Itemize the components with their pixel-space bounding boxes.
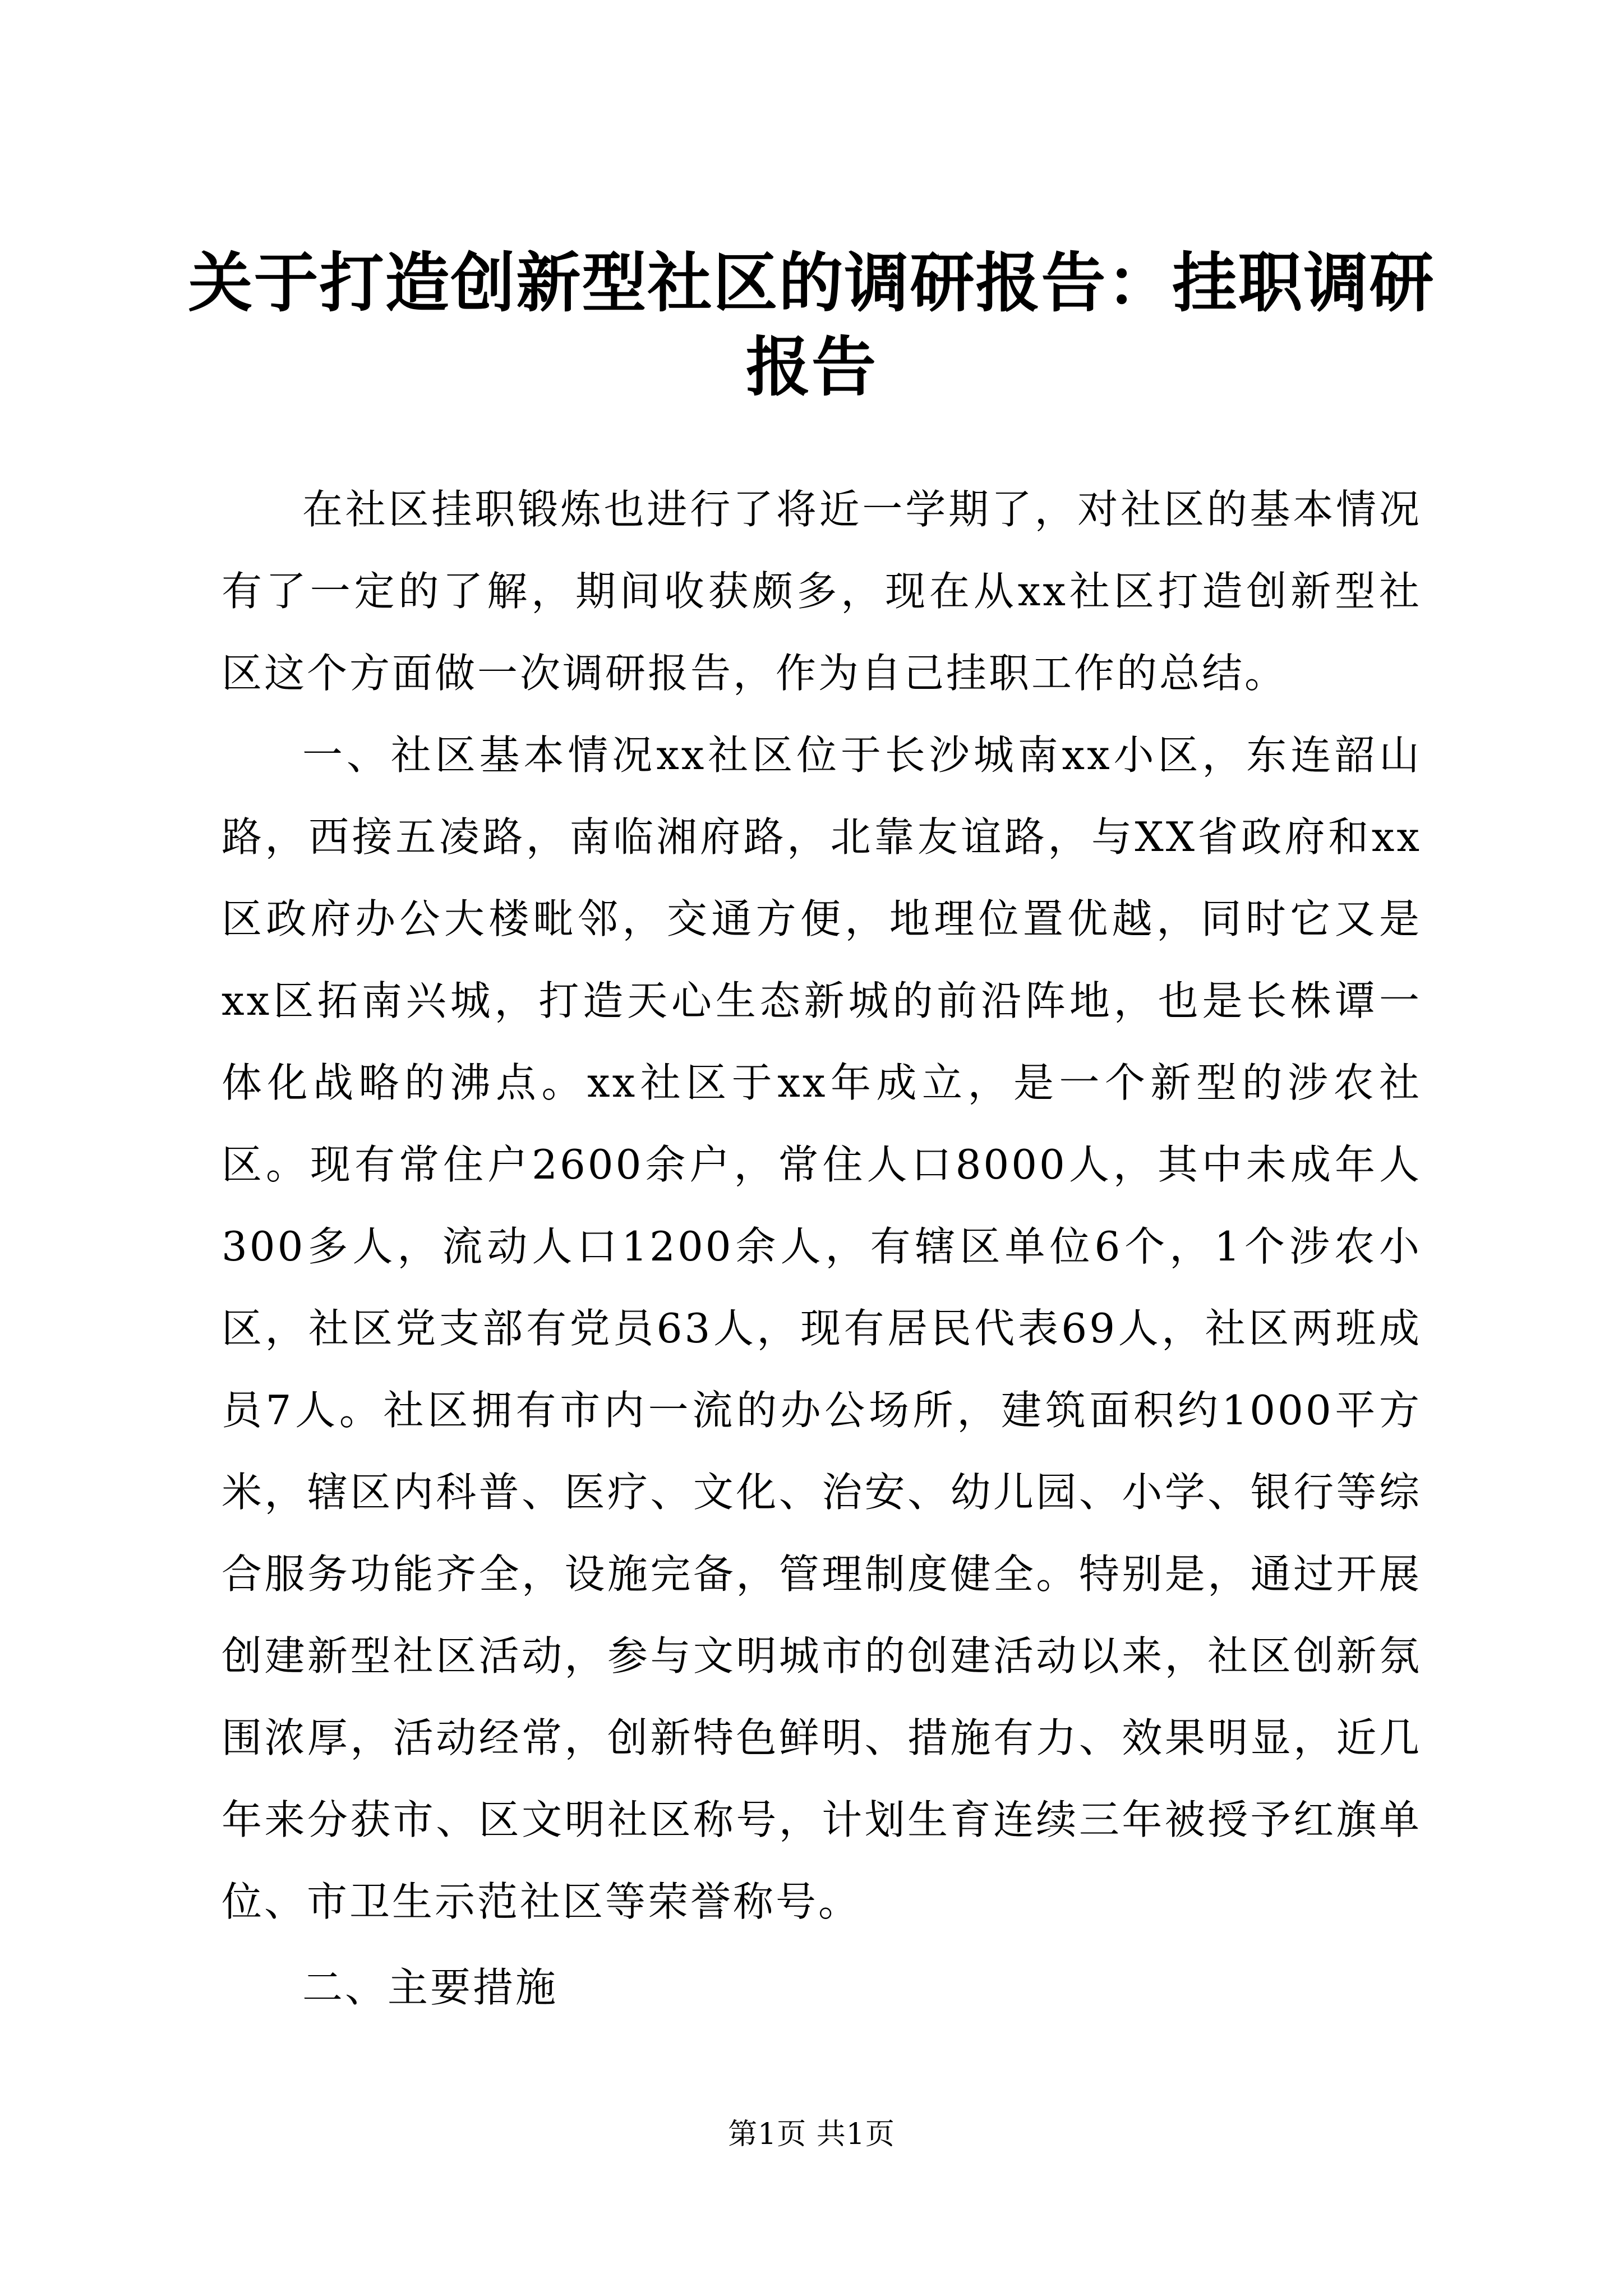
paragraph-intro: 在社区挂职锻炼也进行了将近一学期了，对社区的基本情况有了一定的了解，期间收获颇多，现在从xx社区打造创新型社区这个方面做一次调研报告，作为自己挂职工作的总结。 <box>222 486 1422 697</box>
paragraph-basic-situation: 一、社区基本情况xx社区位于长沙城南xx小区，东连韶山路，西接五凌路，南临湘府路，北靠友谊路，与XX省政府和xx区政府办公大楼毗邻，交通方便，地理位置优越，同时它又是xx区拓南兴城，打造天心生态新城的前沿阵地，也是长株谭一体化战略的沸点。xx社区于xx年成立，是一个新型的涉农社区。现有常住户2600余户，常住人口8000人，其中未成年人300多人，流动人口1200余人，有辖区单位6个，1个涉农小区，社区党支部有党员63人，现有居民代表69人，社区两班成员7人。社区拥有市内一流的办公场所，建筑面积约1000平方米，辖区内科普、医疗、文化、治安、幼儿园、小学、银行等综合服务功能齐全，设施完备，管理制度健全。特别是，通过开展创建新型社区活动，参与文明城市的创建活动以来，社区创新氛围浓厚，活动经常，创新特色鲜明、措施有力、效果明显，近几年来分获市、区文明社区称号，计划生育连续三年被授予红旗单位、市卫生示范社区等荣誉称号。 <box>222 731 1422 1925</box>
document-body <box>222 468 1422 1943</box>
section-heading-main-measures: 二、主要措施 <box>302 1964 559 2011</box>
page-footer: 第1页 共1页 <box>728 2118 895 2151</box>
document-title: 关于打造创新型社区的调研报告：挂职调研报告 <box>188 245 1435 405</box>
